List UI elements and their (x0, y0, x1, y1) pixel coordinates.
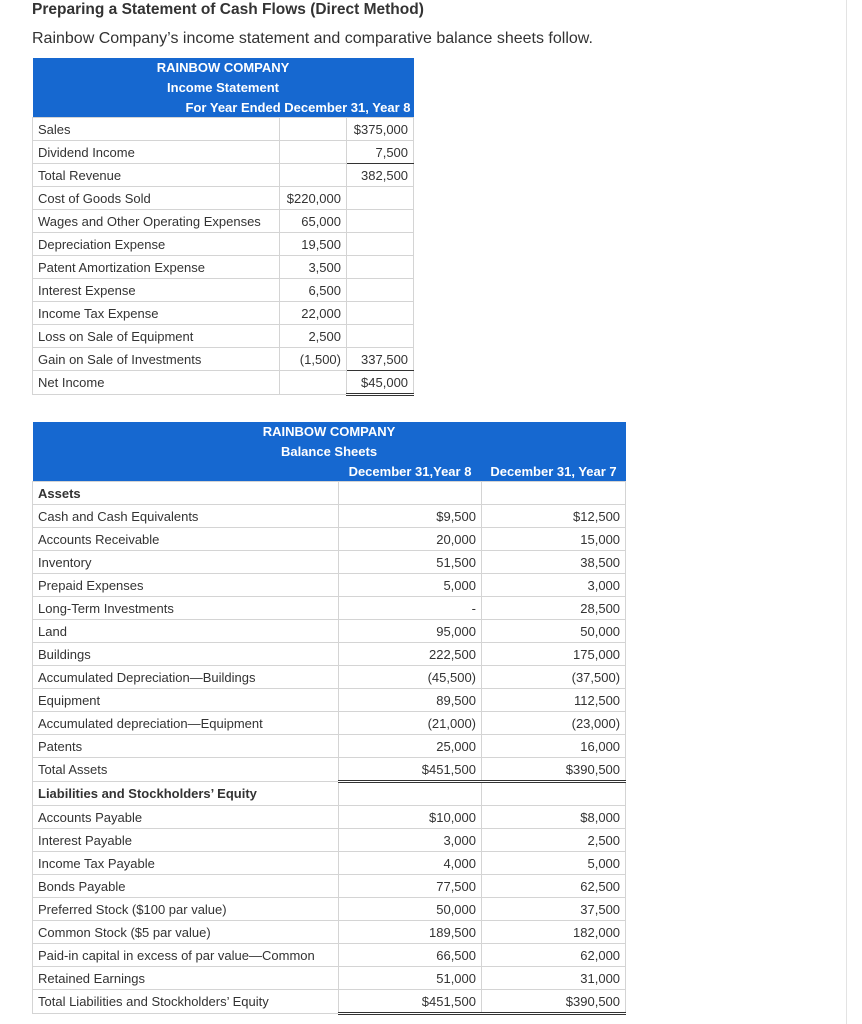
income-row (33, 302, 414, 325)
balance-row (33, 643, 626, 666)
amount-col1: 6,500 (280, 279, 347, 302)
balance-row (33, 620, 626, 643)
amount-col2 (347, 210, 414, 233)
amount-year7: 50,000 (482, 620, 626, 643)
amount-year7: (23,000) (482, 712, 626, 735)
income-row (33, 325, 414, 348)
balance-header-blank (33, 461, 339, 481)
line-item-label: Gain on Sale of Investments (33, 348, 280, 371)
amount-year8: 51,500 (339, 551, 482, 574)
balance-row (33, 990, 626, 1014)
balance-sheets-table (32, 422, 626, 1015)
line-item-label: Total Revenue (33, 164, 280, 187)
line-item-label: Patent Amortization Expense (33, 256, 280, 279)
amount-year8: 20,000 (339, 528, 482, 551)
amount-col2: 7,500 (347, 141, 414, 164)
balance-row (33, 852, 626, 875)
amount-col1: $220,000 (280, 187, 347, 210)
amount-year8: 189,500 (339, 921, 482, 944)
amount-col2: $45,000 (347, 371, 414, 395)
income-row (33, 210, 414, 233)
amount-year7: 31,000 (482, 967, 626, 990)
balance-row (33, 944, 626, 967)
amount-year8: 222,500 (339, 643, 482, 666)
line-item-label: Interest Expense (33, 279, 280, 302)
line-item-label: Preferred Stock ($100 par value) (33, 898, 339, 921)
balance-row (33, 528, 626, 551)
amount-year8: 5,000 (339, 574, 482, 597)
balance-row (33, 597, 626, 620)
amount-year7: (37,500) (482, 666, 626, 689)
content-border (846, 0, 847, 1024)
amount-year8: (45,500) (339, 666, 482, 689)
amount-col2: 337,500 (347, 348, 414, 371)
amount-col1 (280, 141, 347, 164)
balance-company-name: RAINBOW COMPANY (33, 422, 626, 442)
amount-year7: $8,000 (482, 806, 626, 829)
amount-year7: 62,000 (482, 944, 626, 967)
amount-col1: 19,500 (280, 233, 347, 256)
section-heading-row (33, 782, 626, 806)
line-item-label: Bonds Payable (33, 875, 339, 898)
empty-cell (339, 482, 482, 505)
empty-cell (482, 782, 626, 806)
amount-col1: (1,500) (280, 348, 347, 371)
amount-col1: 2,500 (280, 325, 347, 348)
balance-row (33, 829, 626, 852)
balance-row (33, 875, 626, 898)
amount-col2 (347, 302, 414, 325)
intro-text: Rainbow Company’s income statement and comparative balance sheets follow. (32, 30, 593, 47)
amount-col1 (280, 371, 347, 395)
income-row (33, 187, 414, 210)
amount-year8: 89,500 (339, 689, 482, 712)
line-item-label: Net Income (33, 371, 280, 395)
balance-row (33, 574, 626, 597)
line-item-label: Total Liabilities and Stockholders’ Equity (33, 990, 339, 1014)
line-item-label: Accounts Payable (33, 806, 339, 829)
amount-col2 (347, 233, 414, 256)
amount-year7: $390,500 (482, 758, 626, 782)
line-item-label: Dividend Income (33, 141, 280, 164)
line-item-label: Inventory (33, 551, 339, 574)
line-item-label: Paid-in capital in excess of par value—Common (33, 944, 339, 967)
line-item-label: Equipment (33, 689, 339, 712)
line-item-label: Cash and Cash Equivalents (33, 505, 339, 528)
line-item-label: Common Stock ($5 par value) (33, 921, 339, 944)
amount-year7: 38,500 (482, 551, 626, 574)
amount-year8: 95,000 (339, 620, 482, 643)
line-item-label: Accumulated depreciation—Equipment (33, 712, 339, 735)
income-statement-table (32, 58, 414, 396)
income-row (33, 118, 414, 141)
amount-year7: 37,500 (482, 898, 626, 921)
amount-year8: 3,000 (339, 829, 482, 852)
line-item-label: Retained Earnings (33, 967, 339, 990)
income-row (33, 348, 414, 371)
balance-row (33, 898, 626, 921)
line-item-label: Buildings (33, 643, 339, 666)
empty-cell (482, 482, 626, 505)
amount-year8: (21,000) (339, 712, 482, 735)
line-item-label: Cost of Goods Sold (33, 187, 280, 210)
amount-year8: 50,000 (339, 898, 482, 921)
amount-year8: $10,000 (339, 806, 482, 829)
section-heading-row (33, 482, 626, 505)
amount-year8: 4,000 (339, 852, 482, 875)
line-item-label: Income Tax Expense (33, 302, 280, 325)
col-header-year7: December 31, Year 7 (482, 461, 626, 481)
amount-year8: $9,500 (339, 505, 482, 528)
balance-row (33, 505, 626, 528)
amount-year7: $390,500 (482, 990, 626, 1014)
balance-row (33, 551, 626, 574)
amount-col1 (280, 164, 347, 187)
amount-col2 (347, 187, 414, 210)
amount-year7: 112,500 (482, 689, 626, 712)
amount-year7: 3,000 (482, 574, 626, 597)
amount-year8: 25,000 (339, 735, 482, 758)
amount-year7: $12,500 (482, 505, 626, 528)
line-item-label: Interest Payable (33, 829, 339, 852)
amount-year8: 66,500 (339, 944, 482, 967)
amount-year7: 5,000 (482, 852, 626, 875)
line-item-label: Patents (33, 735, 339, 758)
amount-year8: $451,500 (339, 990, 482, 1014)
amount-year7: 2,500 (482, 829, 626, 852)
balance-row (33, 758, 626, 782)
line-item-label: Sales (33, 118, 280, 141)
amount-year7: 175,000 (482, 643, 626, 666)
line-item-label: Land (33, 620, 339, 643)
balance-row (33, 967, 626, 990)
balance-row (33, 666, 626, 689)
amount-year8: $451,500 (339, 758, 482, 782)
amount-col2 (347, 256, 414, 279)
income-row (33, 141, 414, 164)
income-row (33, 371, 414, 395)
amount-col1 (280, 118, 347, 141)
income-period: For Year Ended December 31, Year 8 (33, 97, 414, 117)
line-item-label: Accumulated Depreciation—Buildings (33, 666, 339, 689)
amount-year7: 15,000 (482, 528, 626, 551)
line-item-label: Wages and Other Operating Expenses (33, 210, 280, 233)
amount-col2: 382,500 (347, 164, 414, 187)
amount-year7: 16,000 (482, 735, 626, 758)
balance-row (33, 735, 626, 758)
amount-col2 (347, 279, 414, 302)
amount-year8: 77,500 (339, 875, 482, 898)
page-title: Preparing a Statement of Cash Flows (Direct Method) (32, 1, 424, 18)
balance-row (33, 806, 626, 829)
amount-col1: 65,000 (280, 210, 347, 233)
balance-row (33, 712, 626, 735)
liabilities-heading: Liabilities and Stockholders’ Equity (33, 782, 339, 806)
line-item-label: Long-Term Investments (33, 597, 339, 620)
amount-year7: 28,500 (482, 597, 626, 620)
income-row (33, 164, 414, 187)
amount-col2 (347, 325, 414, 348)
income-row (33, 279, 414, 302)
col-header-year8: December 31,Year 8 (339, 461, 482, 481)
balance-row (33, 921, 626, 944)
balance-statement-title: Balance Sheets (33, 442, 626, 462)
line-item-label: Loss on Sale of Equipment (33, 325, 280, 348)
line-item-label: Total Assets (33, 758, 339, 782)
amount-col2: $375,000 (347, 118, 414, 141)
income-row (33, 233, 414, 256)
line-item-label: Income Tax Payable (33, 852, 339, 875)
amount-year8: - (339, 597, 482, 620)
line-item-label: Prepaid Expenses (33, 574, 339, 597)
amount-year7: 182,000 (482, 921, 626, 944)
income-statement-title: Income Statement (33, 78, 414, 98)
income-company-name: RAINBOW COMPANY (33, 58, 414, 78)
amount-col1: 22,000 (280, 302, 347, 325)
amount-year7: 62,500 (482, 875, 626, 898)
balance-row (33, 689, 626, 712)
empty-cell (339, 782, 482, 806)
amount-year8: 51,000 (339, 967, 482, 990)
amount-col1: 3,500 (280, 256, 347, 279)
income-row (33, 256, 414, 279)
assets-heading: Assets (33, 482, 339, 505)
line-item-label: Depreciation Expense (33, 233, 280, 256)
line-item-label: Accounts Receivable (33, 528, 339, 551)
